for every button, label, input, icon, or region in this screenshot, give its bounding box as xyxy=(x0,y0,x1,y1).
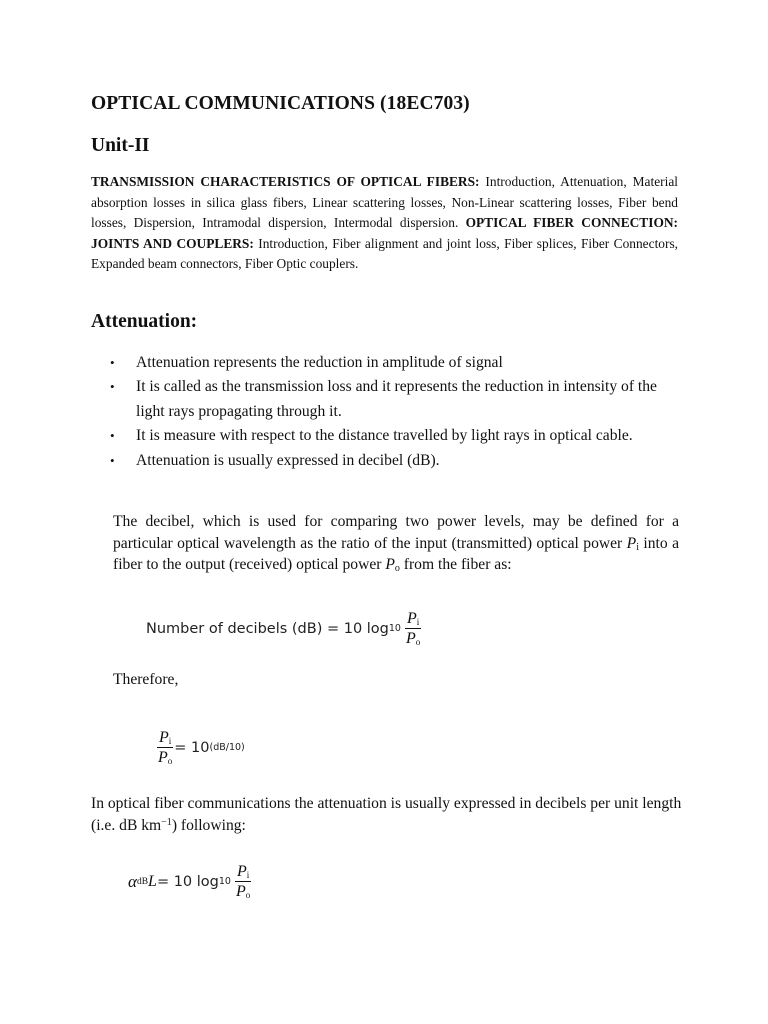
equation-rhs: = 10 xyxy=(174,739,210,756)
unit-heading: Unit-II xyxy=(91,135,150,156)
bullet-text: It is measure with respect to the distance travelled by light rays in optical cable. xyxy=(136,427,633,445)
equation-attenuation-per-length xyxy=(128,862,252,901)
equation-lhs: Number of decibels (dB) = 10 log xyxy=(146,620,389,637)
alpha-symbol: α xyxy=(128,871,137,891)
bullet-text: It is called as the transmission loss and it represents the reduction in intensity of the light rays propagating through it. xyxy=(136,378,657,420)
fraction-denominator: $P_o$ xyxy=(235,883,251,900)
log-base: 10 xyxy=(388,623,401,634)
list-item xyxy=(110,449,685,473)
length-symbol: L xyxy=(148,872,157,890)
paragraph-text: ) following: xyxy=(171,817,246,835)
paragraph-text: The decibel, which is used for comparing two power levels, may be defined for a particular optical wavelength as the ratio of the input (transmitted) optical power xyxy=(113,513,679,552)
paragraph-text: In optical fiber communications the attenuation is usually expressed in decibels per unit length (i.e. dB km xyxy=(91,795,682,835)
syllabus-text-connection: Introduction, Fiber alignment and joint loss, Fiber splices, Fiber Connectors, Expanded beam connectors, Fiber Optic couplers. xyxy=(91,235,678,272)
paragraph-text: from the fiber as: xyxy=(399,556,512,574)
therefore-text: Therefore, xyxy=(113,671,179,688)
list-item xyxy=(110,424,685,448)
power-ratio-fraction xyxy=(404,609,422,648)
decibel-definition-paragraph xyxy=(113,511,679,576)
superscript: −1 xyxy=(161,817,172,829)
fraction-denominator: $P_o$ xyxy=(405,630,421,647)
fraction-denominator: $P_o$ xyxy=(158,749,173,766)
equation-decibels xyxy=(146,609,422,648)
attenuation-heading: Attenuation: xyxy=(91,311,198,332)
equation-rhs: = 10 log xyxy=(156,873,219,890)
bullet-icon: • xyxy=(110,355,115,370)
bullet-icon: • xyxy=(110,452,115,468)
bullet-text: Attenuation represents the reduction in amplitude of signal xyxy=(136,354,503,371)
bullet-text: Attenuation is usually expressed in decibel (dB). xyxy=(136,451,440,469)
subscript: i xyxy=(636,541,639,553)
list-item xyxy=(110,375,685,424)
bullet-icon: • xyxy=(110,379,115,395)
document-title: OPTICAL COMMUNICATIONS (18EC703) xyxy=(91,93,470,114)
equation-power-ratio xyxy=(153,728,245,767)
power-ratio-fraction xyxy=(156,728,174,767)
alpha-subscript: dB xyxy=(136,876,149,887)
syllabus-paragraph xyxy=(91,172,678,275)
fraction-numerator: $P_i$ xyxy=(406,610,420,627)
per-length-paragraph xyxy=(91,793,686,838)
paragraph-text: into a fiber to the output (received) optical power xyxy=(113,534,679,574)
syllabus-heading-transmission: TRANSMISSION CHARACTERISTICS OF OPTICAL FIBERS: xyxy=(91,174,480,189)
exponent: (dB/10) xyxy=(209,742,245,753)
power-symbol: P xyxy=(626,534,637,552)
list-item xyxy=(110,351,685,375)
power-ratio-fraction xyxy=(234,862,252,901)
log-base: 10 xyxy=(218,876,231,887)
fraction-numerator: $P_i$ xyxy=(236,863,250,880)
syllabus-heading-connection: OPTICAL FIBER CONNECTION: JOINTS AND COUPLERS: xyxy=(91,215,678,251)
power-symbol: P xyxy=(385,556,395,574)
fraction-numerator: $P_i$ xyxy=(158,729,172,746)
subscript: o xyxy=(394,563,400,575)
bullet-icon: • xyxy=(110,428,115,444)
syllabus-text-transmission: Introduction, Attenuation, Material absorption losses in silica glass fibers, Linear scattering losses, Non-Linear scattering losses, Fiber bend losses, Dispersion, Intramodal dispersion, Intermodal dispersion. xyxy=(91,174,678,231)
attenuation-bullet-list xyxy=(110,351,685,473)
